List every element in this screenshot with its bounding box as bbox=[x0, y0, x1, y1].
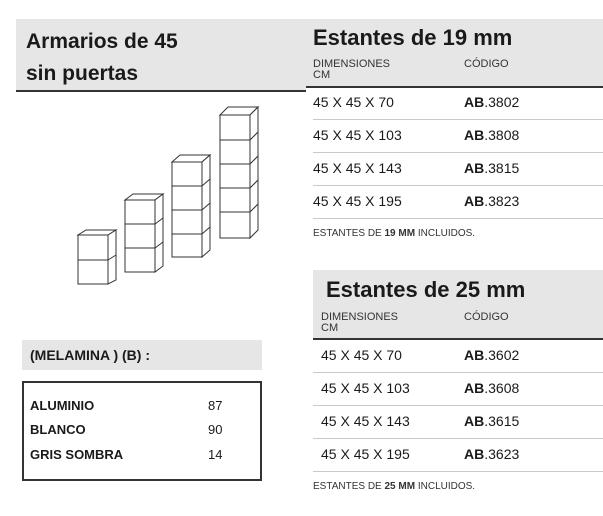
code-prefix: AB bbox=[464, 127, 485, 143]
row-dimensions: 45 X 45 X 70 bbox=[321, 347, 402, 363]
finishes-box bbox=[22, 381, 262, 481]
row-dimensions: 45 X 45 X 103 bbox=[313, 127, 402, 143]
code-number: .3808 bbox=[484, 127, 520, 143]
row-code bbox=[464, 347, 519, 363]
finish-row bbox=[30, 422, 250, 440]
finish-row bbox=[30, 447, 250, 465]
dim-header-line-1: DIMENSIONES bbox=[321, 311, 399, 323]
finish-code: 90 bbox=[208, 422, 223, 437]
code-prefix: AB bbox=[464, 380, 485, 396]
row-dimensions: 45 X 45 X 143 bbox=[321, 413, 410, 429]
note-pre: ESTANTES DE bbox=[313, 228, 385, 239]
dim-header-line-2: CM bbox=[313, 69, 331, 81]
row-code bbox=[464, 380, 519, 396]
material-label: (MELAMINA ) (B) : bbox=[30, 347, 151, 363]
table-row bbox=[313, 340, 603, 373]
section-25-note bbox=[313, 481, 475, 492]
finish-code: 14 bbox=[208, 447, 223, 462]
shelf-unit-143 bbox=[172, 155, 210, 257]
left-header-rule bbox=[16, 90, 306, 92]
row-code bbox=[464, 160, 519, 176]
note-bold: 25 MM bbox=[384, 481, 416, 492]
row-dimensions: 45 X 45 X 195 bbox=[321, 446, 410, 462]
table-row bbox=[313, 87, 603, 120]
table-row bbox=[313, 153, 603, 186]
code-prefix: AB bbox=[464, 446, 485, 462]
title-line-2: sin puertas bbox=[26, 62, 139, 85]
title-line-1: Armarios de 45 bbox=[26, 30, 178, 53]
code-number: .3815 bbox=[484, 160, 520, 176]
row-dimensions: 45 X 45 X 103 bbox=[321, 380, 410, 396]
section-19-code-header: CÓDIGO bbox=[464, 58, 509, 70]
row-code bbox=[464, 193, 519, 209]
code-prefix: AB bbox=[464, 193, 485, 209]
dim-header-line-1: DIMENSIONES bbox=[313, 58, 391, 70]
finish-code: 87 bbox=[208, 398, 223, 413]
code-number: .3602 bbox=[484, 347, 520, 363]
section-25-dim-header bbox=[321, 312, 398, 334]
table-row bbox=[313, 373, 603, 406]
code-prefix: AB bbox=[464, 347, 485, 363]
code-number: .3823 bbox=[484, 193, 520, 209]
row-dimensions: 45 X 45 X 70 bbox=[313, 94, 394, 110]
table-row bbox=[313, 120, 603, 153]
finish-name: GRIS SOMBRA bbox=[30, 447, 124, 462]
section-19-dim-header bbox=[313, 59, 390, 81]
note-bold: 19 MM bbox=[384, 228, 416, 239]
code-number: .3623 bbox=[484, 446, 520, 462]
page-title bbox=[26, 26, 266, 90]
finish-name: BLANCO bbox=[30, 422, 86, 437]
shelving-units-illustration bbox=[70, 100, 270, 290]
note-post: INCLUIDOS. bbox=[415, 481, 476, 492]
code-number: .3608 bbox=[484, 380, 520, 396]
code-prefix: AB bbox=[464, 94, 485, 110]
shelf-unit-103 bbox=[125, 194, 163, 272]
material-label-bar bbox=[22, 340, 262, 370]
note-post: INCLUIDOS. bbox=[415, 228, 476, 239]
row-code bbox=[464, 127, 519, 143]
row-code bbox=[464, 413, 519, 429]
dim-header-line-2: CM bbox=[321, 322, 339, 334]
shelf-unit-195 bbox=[220, 107, 258, 238]
table-row bbox=[313, 186, 603, 219]
row-dimensions: 45 X 45 X 195 bbox=[313, 193, 402, 209]
row-dimensions: 45 X 45 X 143 bbox=[313, 160, 402, 176]
finish-row bbox=[30, 398, 250, 416]
row-code bbox=[464, 94, 519, 110]
code-number: .3615 bbox=[484, 413, 520, 429]
code-prefix: AB bbox=[464, 160, 485, 176]
finish-name: ALUMINIO bbox=[30, 398, 95, 413]
row-code bbox=[464, 446, 519, 462]
section-25-code-header: CÓDIGO bbox=[464, 311, 509, 323]
note-pre: ESTANTES DE bbox=[313, 481, 385, 492]
section-19-title: Estantes de 19 mm bbox=[313, 25, 513, 50]
code-number: .3802 bbox=[484, 94, 520, 110]
table-row bbox=[313, 406, 603, 439]
section-25-title: Estantes de 25 mm bbox=[326, 277, 526, 302]
code-prefix: AB bbox=[464, 413, 485, 429]
shelf-unit-70 bbox=[78, 230, 116, 284]
section-19-note bbox=[313, 228, 475, 239]
table-row bbox=[313, 439, 603, 472]
